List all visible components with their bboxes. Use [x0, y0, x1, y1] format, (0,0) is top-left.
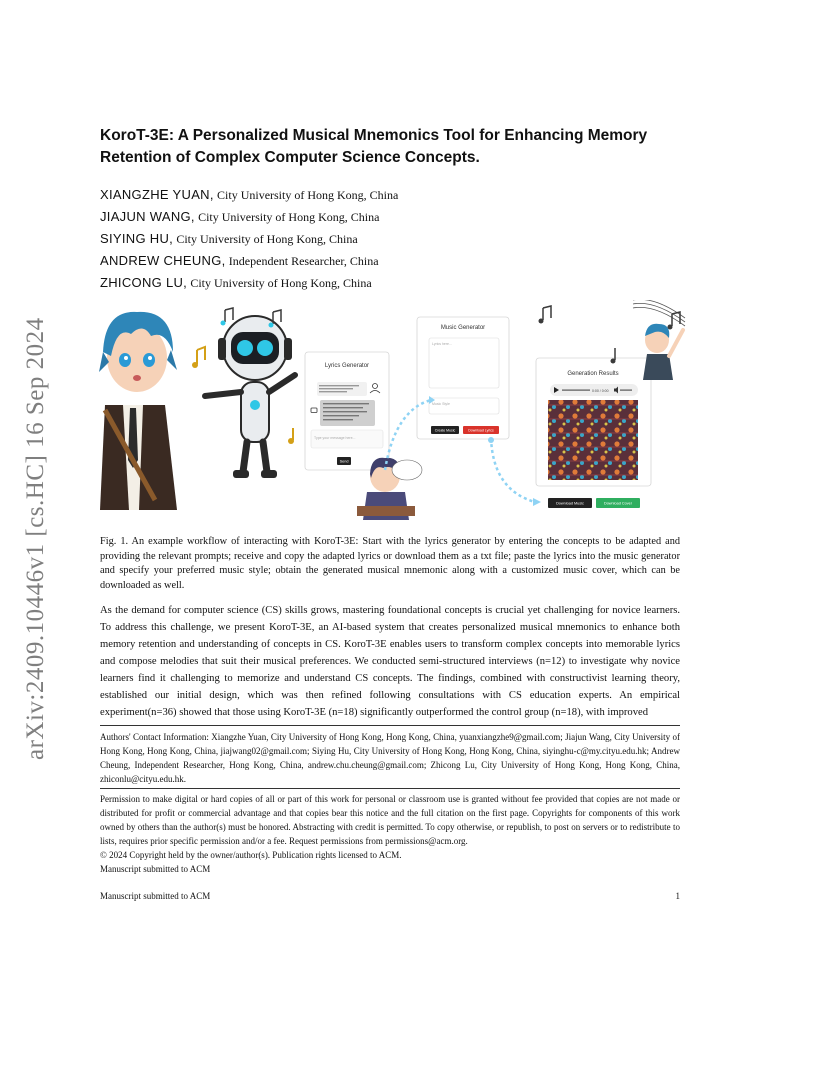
message-input-placeholder: Type your message here...: [314, 436, 356, 440]
figure-caption: Fig. 1. An example workflow of interacting with KoroT-3E: Start with the lyrics generator by entering the concepts to be adapted and providing the relevant prompts; receive and copy the adapted lyrics or download them as a txt file; paste the lyrics into the music generator and specify your preferred music style; obtain the generated musical mnemonic along with a customized music cover, which can be downloaded as well.: [100, 536, 680, 591]
download-music-label: Download Music: [556, 501, 584, 506]
author-entry: [100, 206, 700, 228]
author-contact-info: Authors' Contact Information: Xiangzhe Yuan, City University of Hong Kong, Hong Kong, China, yuanxiangzhe9@gmail.com; Jiajun Wang, City University of Hong Kong, Hong Kong, China, jiajwang02@gmail.com; Siying Hu, City University of Hong Kong, Hong Kong, China, siyinghu-c@my.cityu.edu.hk; Andrew Cheung, Independent Researcher, Hong Kong, China, andrew.chu.cheung@gmail.com; Zhicong Lu, City University of Hong Kong, Hong Kong, China, zhiconlu@cityu.edu.hk.: [100, 732, 680, 784]
author-affiliation: City University of Hong Kong, China: [190, 276, 372, 290]
manuscript-line: Manuscript submitted to ACM: [100, 864, 211, 874]
music-note-icon: [192, 347, 205, 368]
download-cover-label: Download Cover: [603, 501, 633, 506]
permission-text: Permission to make digital or hard copies of all or part of this work for personal or classroom use is granted without fee provided that copies are not made or distributed for profit or commercial advantage and that copies bear this notice and the full citation on the first page. Copyrights for components of this work owned by others than the author(s) must be honored. Abstracting with credit is permitted. To copy otherwise, or republish, to post on servers or to redistribute to lists, requires prior specific permission and/or a fee. Request permissions from permissions@acm.org.: [100, 794, 680, 846]
robot-character-illustration: [205, 316, 295, 478]
generation-results-title: Generation Results: [567, 371, 619, 377]
author-entry: [100, 272, 700, 294]
workflow-figure: [95, 300, 687, 522]
page-number: 1: [675, 891, 680, 901]
author-name: XIANGZHE YUAN,: [100, 187, 214, 202]
send-button-label: Send: [339, 459, 349, 464]
music-style-placeholder: Music Style: [432, 402, 450, 406]
copyright-line: © 2024 Copyright held by the owner/author(s). Publication rights licensed to ACM.: [100, 850, 402, 860]
author-entry: [100, 228, 700, 250]
divider: [100, 788, 680, 789]
music-generator-panel: [417, 317, 509, 439]
paper-title: KoroT-3E: A Personalized Musical Mnemonics Tool for Enhancing Memory Retention of Complex Computer Science Concepts.: [100, 127, 648, 166]
workflow-illustration: [95, 300, 687, 522]
audio-time: 0:00 / 0:00: [592, 389, 609, 393]
lyrics-generator-title: Lyrics Generator: [324, 363, 370, 369]
abstract: As the demand for computer science (CS) skills grows, mastering foundational concepts is crucial yet challenging for novice learners. To address this challenge, we present KoroT-3E, an AI-based system that creates personalized musical mnemonics to enhance both memory retention and understanding of concepts in CS. KoroT-3E enables users to transform complex concepts into memorable lyrics and compose melodies that suit their musical preferences. We conducted semi-structured interviews (n=12) to investigate why novice learners find it challenging to memorize and understand CS concepts. The findings, combined with constructivist learning theory, established our initial design, which was then refined following consultations with CS education experts. An empirical experiment(n=36) showed that those using KoroT-3E (n=18) significantly outperformed the control group (n=18), with improved: [100, 605, 680, 718]
audio-progress[interactable]: [562, 390, 590, 391]
divider: [100, 725, 680, 726]
music-generator-title: Music Generator: [440, 325, 486, 331]
create-music-label: Create Music: [434, 428, 456, 433]
permission-notice: [100, 792, 680, 876]
generation-results-panel: [536, 358, 651, 508]
author-name: ANDREW CHEUNG,: [100, 253, 226, 268]
author-affiliation: City University of Hong Kong, China: [176, 232, 358, 246]
author-affiliation: City University of Hong Kong, China: [198, 210, 380, 224]
author-entry: [100, 250, 700, 272]
lyrics-generator-panel: [305, 352, 389, 470]
author-name: JIAJUN WANG,: [100, 209, 195, 224]
author-list: [100, 184, 700, 294]
download-lyrics-label: Download Lyrics: [468, 428, 494, 433]
arrow-start-dot: [488, 437, 494, 443]
author-affiliation: City University of Hong Kong, China: [217, 188, 399, 202]
author-name: ZHICONG LU,: [100, 275, 188, 290]
author-affiliation: Independent Researcher, China: [228, 254, 379, 268]
lyrics-input-placeholder: Lyrics here...: [432, 342, 452, 346]
footer-manuscript: Manuscript submitted to ACM: [100, 891, 211, 901]
arxiv-identifier: arXiv:2409.10446v1 [cs.HC] 16 Sep 2024: [22, 317, 49, 760]
music-cover-image: [548, 400, 638, 480]
student-character-illustration: [99, 312, 177, 510]
author-entry: [100, 184, 700, 206]
author-name: SIYING HU,: [100, 231, 174, 246]
music-style-input[interactable]: [429, 398, 499, 414]
arrow-head-icon: [533, 498, 541, 506]
